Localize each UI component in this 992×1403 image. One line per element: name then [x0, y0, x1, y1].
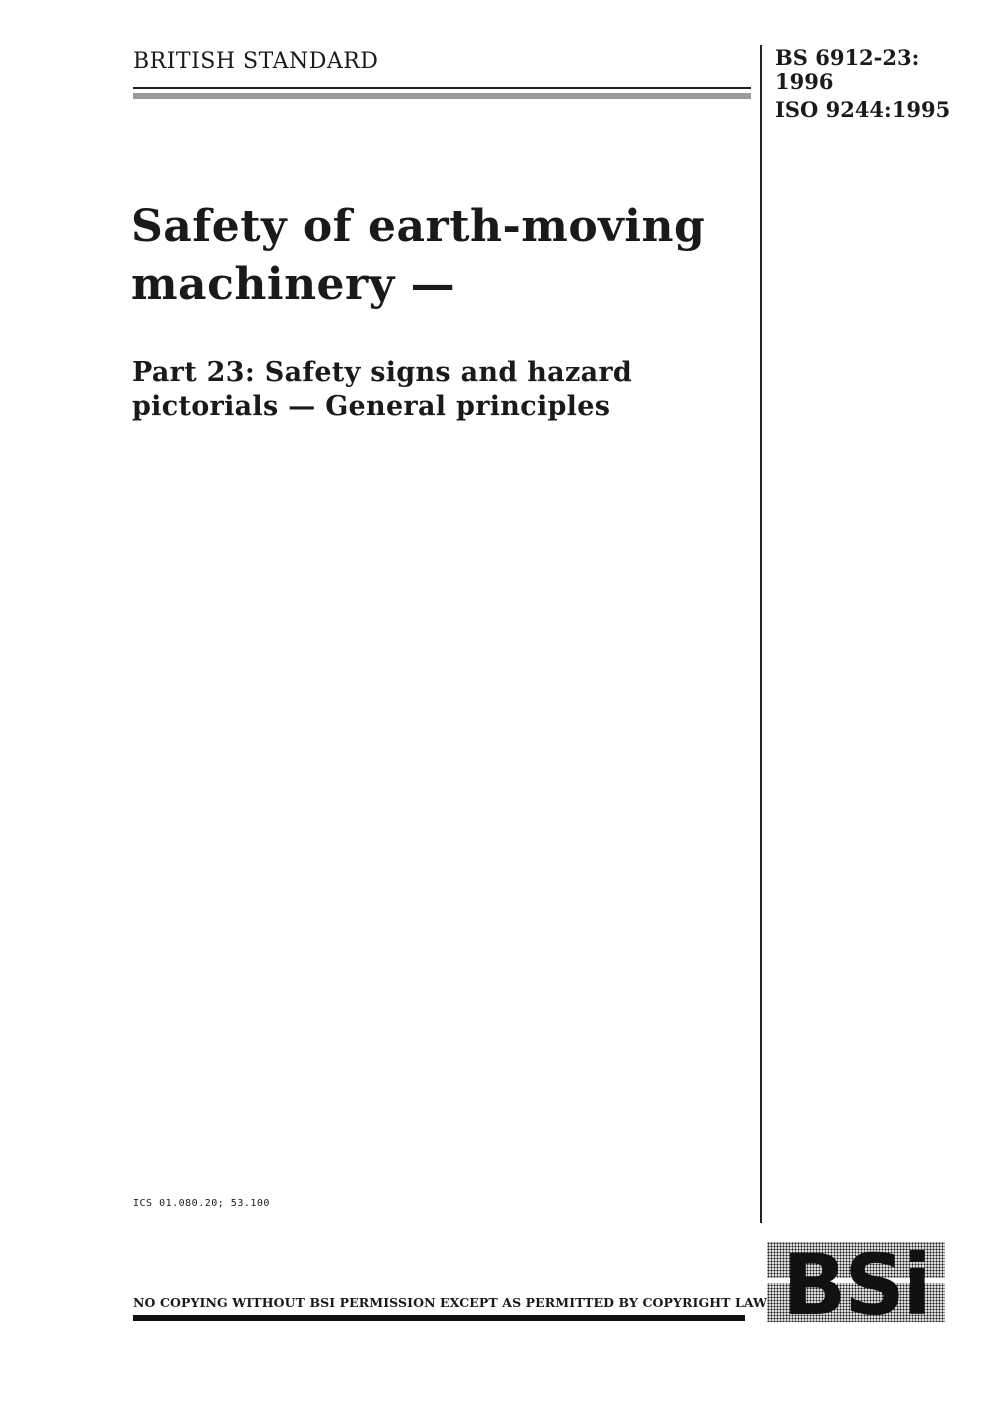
ics-code: ICS 01.080.20; 53.100 — [133, 1198, 270, 1209]
standard-number-line2: 1996 — [775, 69, 834, 94]
series-label: BRITISH STANDARD — [133, 49, 379, 74]
header-grey-bar — [133, 93, 751, 99]
sub-title-line2: pictorials — General principles — [132, 391, 611, 422]
vertical-divider — [760, 45, 762, 1223]
sub-title — [132, 356, 752, 424]
copyright-notice: NO COPYING WITHOUT BSI PERMISSION EXCEPT AS PERMITTED BY COPYRIGHT LAW — [133, 1295, 768, 1310]
bsi-logo-text: BSi — [782, 1242, 930, 1322]
iso-number: ISO 9244:1995 — [775, 97, 951, 122]
sub-title-line1: Part 23: Safety signs and hazard — [132, 357, 633, 388]
header-rule — [133, 87, 751, 89]
main-title-line2: machinery — — [131, 259, 456, 310]
footer-rule — [133, 1315, 745, 1321]
standard-number-line1: BS 6912-23: — [775, 45, 920, 70]
standard-number — [775, 46, 975, 122]
main-title-line1: Safety of earth-moving — [131, 201, 706, 252]
main-title — [131, 198, 751, 314]
bsi-logo — [767, 1242, 945, 1322]
